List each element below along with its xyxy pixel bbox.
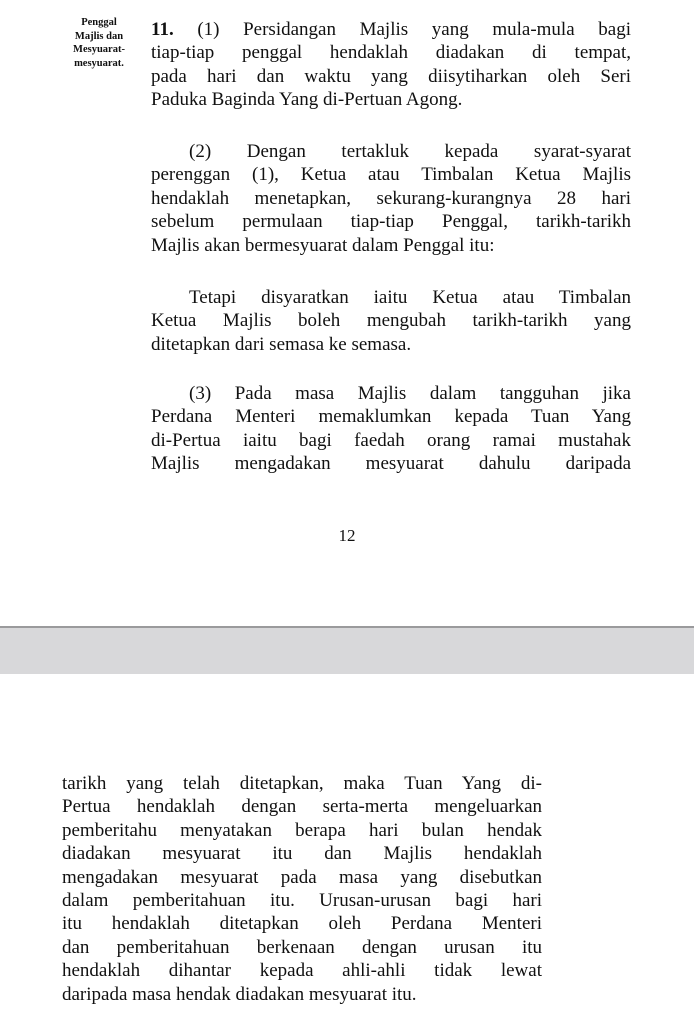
marginal-note-line: Mesyuarat- (73, 44, 125, 55)
clause-2-line: perenggan (1), Ketua atau Timbalan Ketua Majlis (151, 164, 631, 186)
clause-3-paragraph (151, 382, 631, 476)
clause-1-line: tiap-tiap penggal hendaklah diadakan di tempat, (151, 42, 631, 64)
clause-1-line: pada hari dan waktu yang diisytiharkan oleh Seri (151, 65, 631, 87)
proviso-line: Ketua Majlis boleh mengubah tarikh-tarikh yang (151, 310, 631, 332)
clause-3-line: Majlis mengadakan mesyuarat dahulu daripada (151, 453, 631, 475)
marginal-note-line: Penggal (81, 17, 117, 28)
clause-1-first-line: (1) Persidangan Majlis yang mula-mula bagi (197, 19, 631, 40)
proviso-paragraph (151, 286, 631, 356)
marginal-note-line: mesyuarat. (74, 57, 124, 69)
continuation-line: dalam pemberitahuan itu. Urusan-urusan bagi hari (62, 890, 542, 912)
continuation-line: daripada masa hendak diadakan mesyuarat itu. (62, 983, 417, 1005)
continuation-line: tarikh yang telah ditetapkan, maka Tuan Yang di- (62, 773, 542, 794)
clause-1-line: Paduka Baginda Yang di-Pertuan Agong. (151, 89, 463, 111)
clause-3-line: (3) Pada masa Majlis dalam tangguhan jika (189, 383, 631, 404)
clause-2-line: hendaklah menetapkan, sekurang-kurangnya 28 hari (151, 187, 631, 209)
continuation-line: hendaklah dihantar kepada ahli-ahli tidak lewat (62, 960, 542, 982)
clause-1-line (151, 18, 631, 41)
clause-3-line: di-Pertua iaitu bagi faedah orang ramai mustahak (151, 429, 631, 451)
clause-2-paragraph (151, 140, 631, 257)
marginal-note (62, 16, 136, 70)
clause-2-line: Majlis akan bermesyuarat dalam Penggal itu: (151, 234, 495, 256)
clause-2-line: sebelum permulaan tiap-tiap Penggal, tarikh-tarikh (151, 211, 631, 233)
continuation-line: Pertua hendaklah dengan serta-merta mengeluarkan (62, 796, 542, 818)
marginal-note-line: Majlis dan (74, 30, 124, 42)
clause-2-line: (2) Dengan tertakluk kepada syarat-syarat (189, 141, 631, 162)
continuation-line: diadakan mesyuarat itu dan Majlis hendaklah (62, 843, 542, 865)
continuation-line: itu hendaklah ditetapkan oleh Perdana Menteri (62, 913, 542, 935)
clause-1-paragraph (151, 18, 631, 112)
clause-3-line: Perdana Menteri memaklumkan kepada Tuan Yang (151, 406, 631, 428)
document-page-13 (0, 674, 694, 1024)
continuation-paragraph (62, 772, 542, 1006)
continuation-line: dan pemberitahuan berkenaan dengan urusan itu (62, 936, 542, 958)
continuation-line: pemberitahu menyatakan berapa hari bulan hendak (62, 819, 542, 841)
continuation-line: mengadakan mesyuarat pada masa yang disebutkan (62, 866, 542, 888)
proviso-line: ditetapkan dari semasa ke semasa. (151, 333, 412, 355)
page-number: 12 (338, 526, 356, 545)
proviso-line: Tetapi disyaratkan iaitu Ketua atau Timbalan (189, 287, 631, 308)
section-number: 11. (151, 19, 174, 40)
page-separator (0, 626, 694, 674)
